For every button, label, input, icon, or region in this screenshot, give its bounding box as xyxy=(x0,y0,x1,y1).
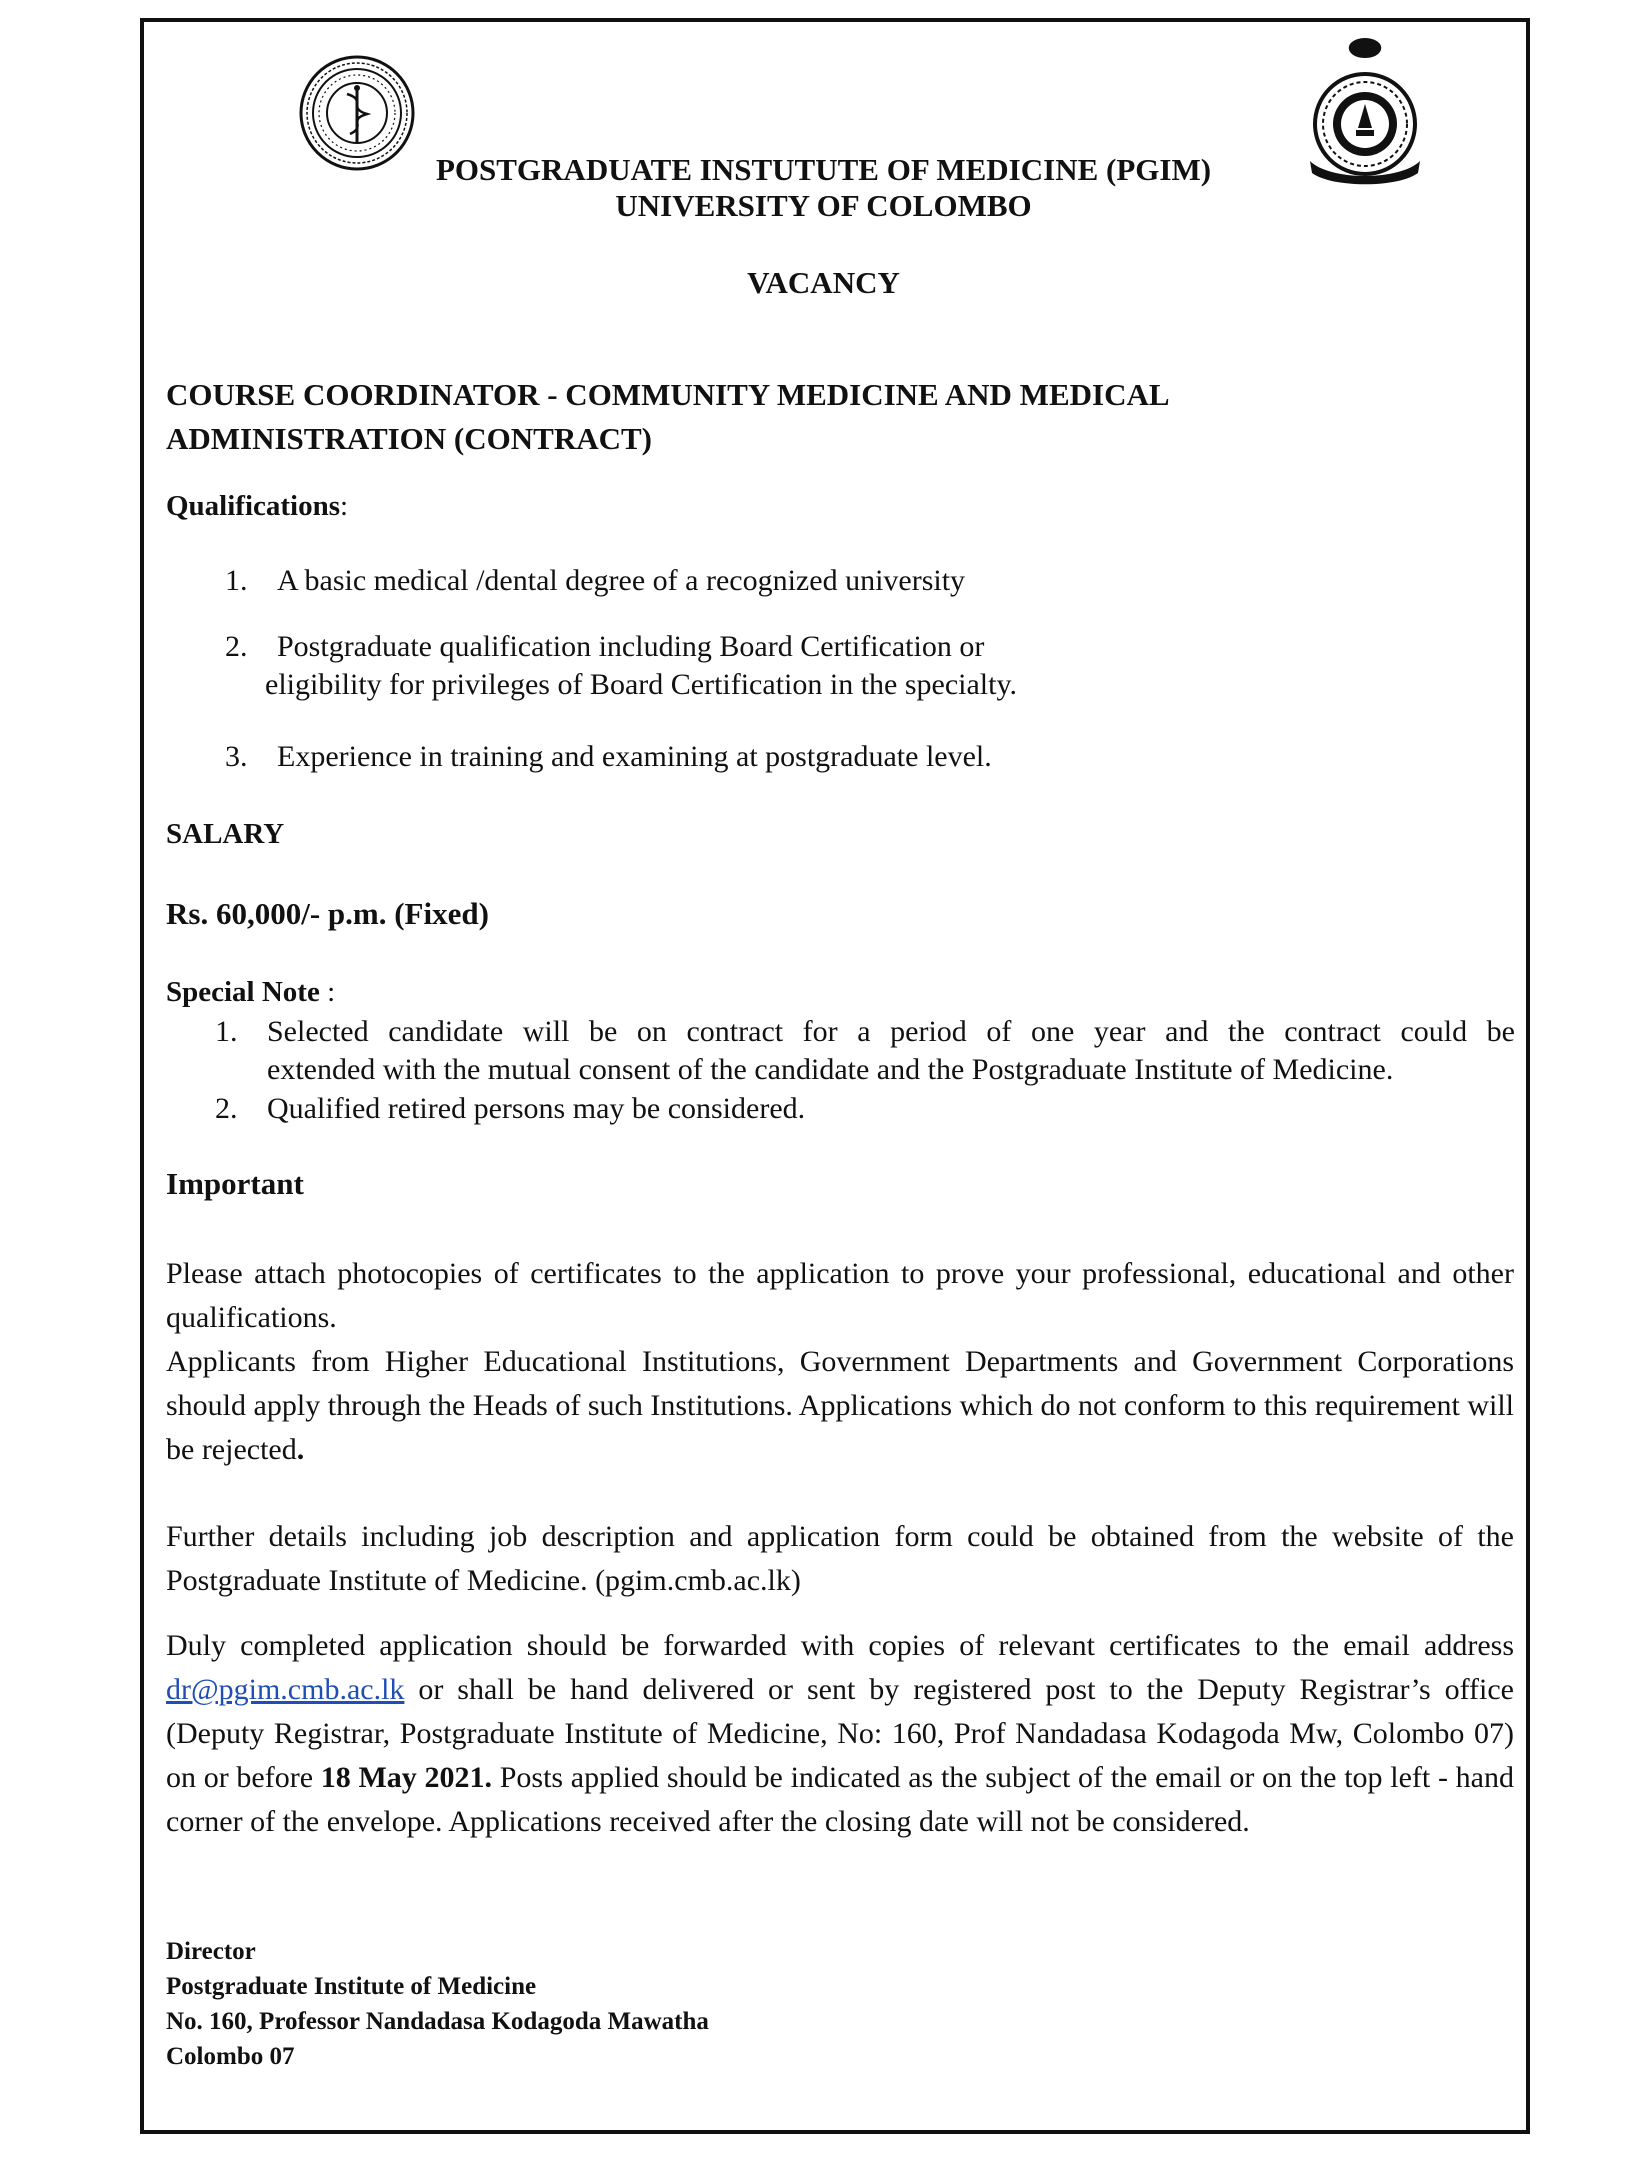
university-name: UNIVERSITY OF COLOMBO xyxy=(615,188,1032,223)
notice-type: VACANCY xyxy=(747,265,900,300)
signature-address: No. 160, Professor Nandadasa Kodagoda Mawatha xyxy=(166,2008,709,2035)
signature-org: Postgraduate Institute of Medicine xyxy=(166,1973,537,2000)
further-details-paragraph: Further details including job description and application form could be obtained from the website of the Postgraduate Institute of Medicine. (pgim.cmb.ac.lk) xyxy=(166,1520,1514,1597)
salary-label: SALARY xyxy=(166,818,285,850)
qualification-item: 3. Experience in training and examining at postgraduate level. xyxy=(225,740,992,773)
email-link[interactable]: dr@pgim.cmb.ac.lk xyxy=(166,1673,405,1706)
position-title: COURSE COORDINATOR - COMMUNITY MEDICINE AND MEDICAL ADMINISTRATION (CONTRACT) xyxy=(166,377,1168,456)
important-paragraph: Please attach photocopies of certificates to the application to prove your professional, educational and other qualifications. Applicants from Higher Educational Institutions, Government Departments and Government Corporations should apply through the Heads of such Institutions. Applications which do not conform to this requirement will be rejected. xyxy=(166,1257,1514,1466)
salary-value: Rs. 60,000/- p.m. (Fixed) xyxy=(166,896,489,931)
special-note-label: Special Note : xyxy=(166,976,336,1008)
signature-block xyxy=(166,1934,709,2074)
signature-title: Director xyxy=(166,1938,256,1965)
qualification-item: 2. Postgraduate qualification including Board Certification or eligibility for privileges of Board Certification in the specialty. xyxy=(225,630,1018,701)
important-heading: Important xyxy=(166,1166,304,1201)
special-note-item: 1. Selected candidate will be on contract for a period of one year and the contract could be extended with the mutual consent of the candidate and the Postgraduate Institute of Medicine. xyxy=(215,1015,1515,1086)
special-note-item: 2. Qualified retired persons may be considered. xyxy=(215,1092,806,1125)
qualifications-label: Qualifications: xyxy=(166,490,349,522)
qualification-item: 1. A basic medical /dental degree of a recognized university xyxy=(225,564,966,597)
institute-name: POSTGRADUATE INSTUTUTE OF MEDICINE (PGIM) xyxy=(435,152,1212,187)
deadline: 18 May 2021. xyxy=(320,1761,492,1794)
signature-city: Colombo 07 xyxy=(166,2043,295,2070)
submission-paragraph: Duly completed application should be forwarded with copies of relevant certificates to the email address dr@pgim.cmb.ac.lk or shall be hand delivered or sent by registered post to the Deputy Registrar’s office (Deputy Registrar, Postgraduate Institute of Medicine, No: 160, Prof Nandadasa Kodagoda Mw, Colombo 07) on or before 18 May 2021. Posts applied should be indicated as the subject of the email or on the top left - hand corner of the envelope. Applications received after the closing date will not be considered. xyxy=(166,1629,1514,1838)
